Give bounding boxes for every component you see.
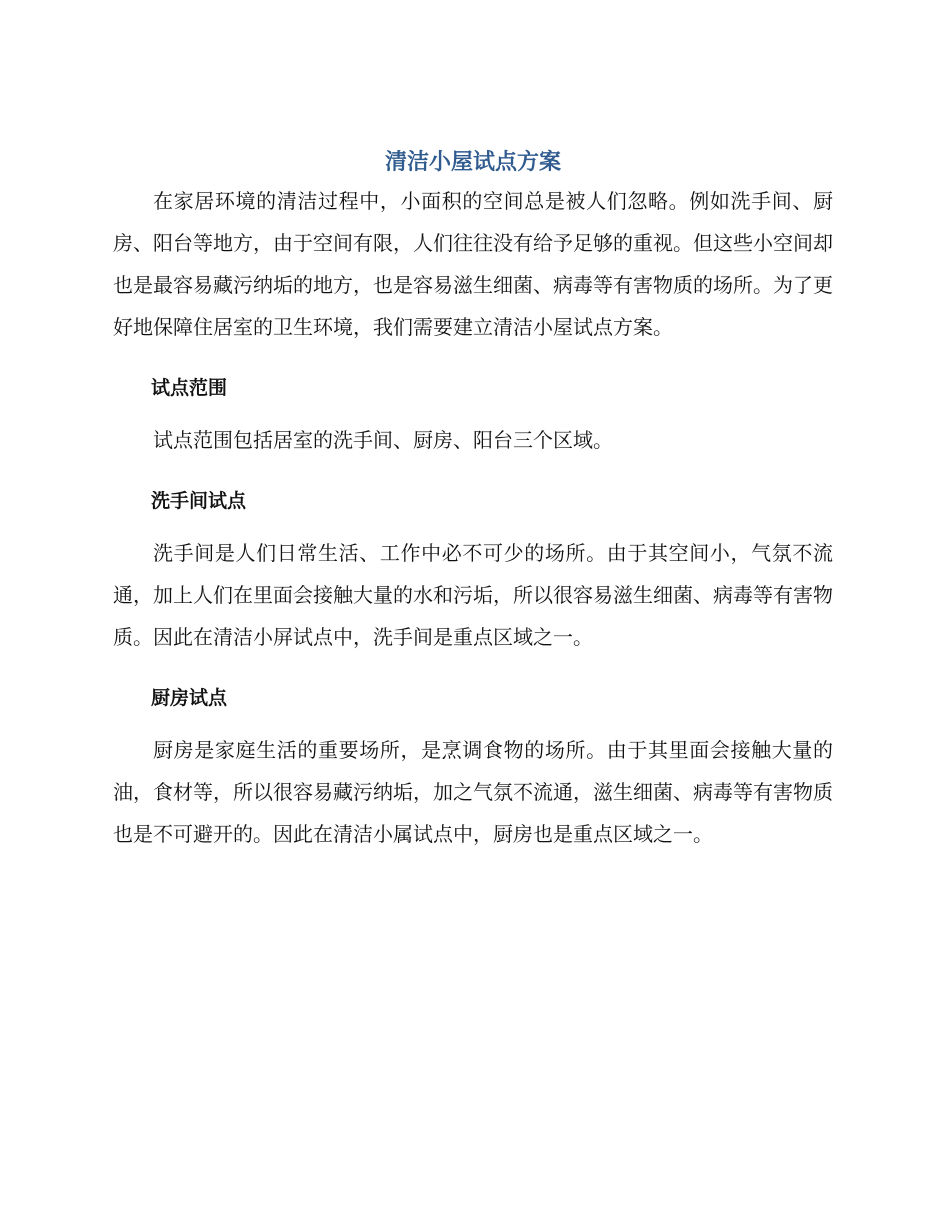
section-body-kitchen: 厨房是家庭生活的重要场所，是烹调食物的场所。由于其里面会接触大量的油，食材等，所以很容易藏污纳垢，加之气氛不流通，滋生细菌、病毒等有害物质也是不可避开的。因此在清洁小属试点中，厨房也是重点区域之一。 xyxy=(113,738,833,846)
document-content xyxy=(113,146,833,855)
section-heading-kitchen: 厨房试点 xyxy=(151,687,228,709)
section-heading-bathroom: 洗手间试点 xyxy=(151,490,247,512)
section-heading-scope: 试点范围 xyxy=(151,377,228,399)
document-title: 清洁小屋试点方案 xyxy=(384,150,561,175)
section-body-bathroom: 洗手间是人们日常生活、工作中必不可少的场所。由于其空间小，气氛不流通，加上人们在里面会接触大量的水和污垢，所以很容易滋生细菌、病毒等有害物质。因此在清洁小屏试点中，洗手间是重点区域之一。 xyxy=(113,541,833,649)
intro-paragraph: 在家居环境的清洁过程中，小面积的空间总是被人们忽略。例如洗手间、厨房、阳台等地方，由于空间有限，人们往往没有给予足够的重视。但这些小空间却也是最容易藏污纳垢的地方，也是容易滋生细菌、病毒等有害物质的场所。为了更好地保障住居室的卫生环境，我们需要建立清洁小屋试点方案。 xyxy=(113,189,833,339)
section-body-scope: 试点范围包括居室的洗手间、厨房、阳台三个区域。 xyxy=(153,428,613,452)
